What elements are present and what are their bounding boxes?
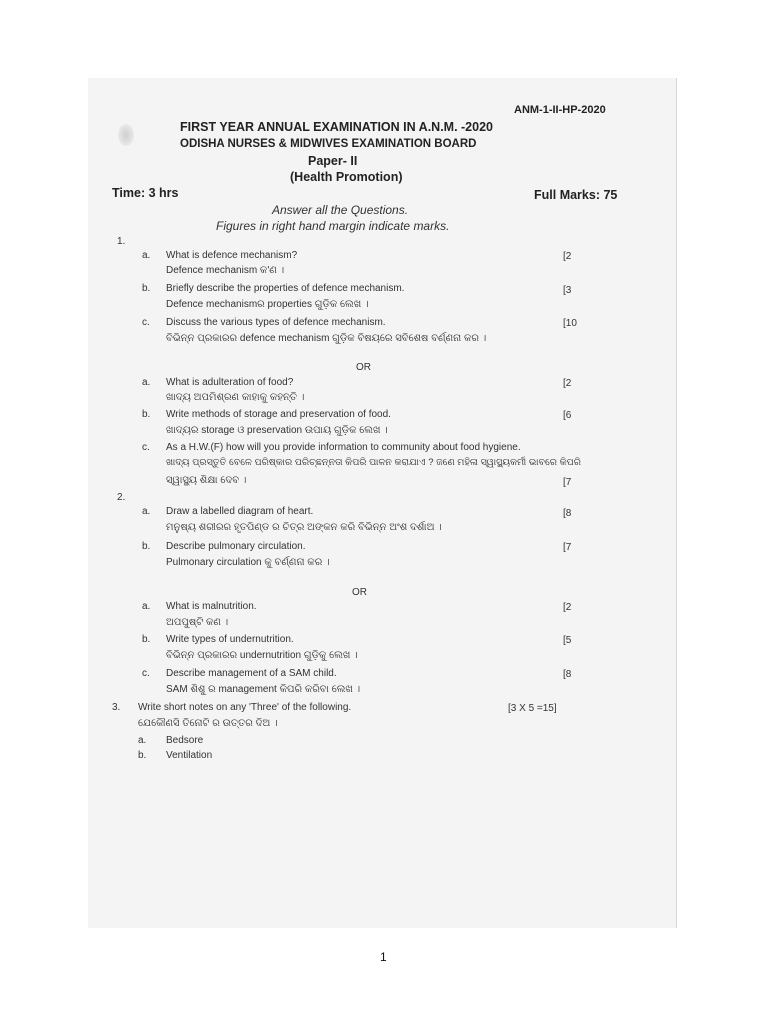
q1c-text: Discuss the various types of defence mechanism.: [166, 317, 386, 328]
q2-alt-b-marks: [5: [563, 635, 572, 646]
q2a-marks: [8: [563, 508, 572, 519]
q1-alt-b-odia: ଖାଦ୍ୟର storage ଓ preservation ଉପାୟ ଗୁଡ଼ିକ ଲେଖ ।: [166, 425, 388, 436]
q1b-text: Briefly describe the properties of defence mechanism.: [166, 283, 405, 294]
q1b-label: b.: [142, 283, 151, 294]
q2b-label: b.: [142, 541, 151, 552]
q2-alt-c-marks: [8: [563, 669, 572, 680]
q2b-odia: Pulmonary circulation କୁ ବର୍ଣ୍ଣନା କର ।: [166, 557, 330, 568]
q2-alt-b-odia: ବିଭିନ୍ନ ପ୍ରକାରର undernutrition ଗୁଡ଼ିକୁ ଲେଖ ।: [166, 650, 358, 661]
full-marks: Full Marks: 75: [534, 188, 618, 202]
question-number-2: 2.: [117, 492, 126, 503]
q2a-label: a.: [142, 506, 151, 517]
exam-title: FIRST YEAR ANNUAL EXAMINATION IN A.N.M. -2020: [180, 120, 493, 134]
q2-alt-c-text: Describe management of a SAM child.: [166, 668, 337, 679]
q3b-ventilation: Ventilation: [166, 750, 213, 761]
q2b-text: Describe pulmonary circulation.: [166, 541, 306, 552]
q3a-bedsore: Bedsore: [166, 735, 204, 746]
q1-alt-a-marks: [2: [563, 378, 572, 389]
q2-alt-a-text: What is malnutrition.: [166, 601, 257, 612]
q1a-label: a.: [142, 250, 151, 261]
q3-odia: ଯେକୌଣସି ତିନୋଟି ର ଉତ୍ତର ଦିଅ ।: [138, 718, 278, 729]
q1-alt-a-label: a.: [142, 377, 151, 388]
q1-alt-b-marks: [6: [563, 410, 572, 421]
q2-alt-b-text: Write types of undernutrition.: [166, 634, 294, 645]
q3a-label: a.: [138, 735, 147, 746]
q1a-text: What is defence mechanism?: [166, 250, 298, 261]
q1-alt-c-marks: [7: [563, 477, 572, 488]
q1b-odia: Defence mechanismର properties ଗୁଡ଼ିକ ଲେଖ ।: [166, 299, 369, 310]
q2-alt-c-odia: SAM ଶିଶୁ ର management କିପରି କରିବା ଲେଖ ।: [166, 684, 361, 695]
q1a-marks: [2: [563, 251, 572, 262]
subject-name: (Health Promotion): [290, 170, 403, 184]
paper-code: ANM-1-II-HP-2020: [514, 104, 606, 116]
instruction-marks: Figures in right hand margin indicate marks.: [216, 219, 450, 233]
q2-alt-a-odia: ଅପପୁଷ୍ଟି କଣ ।: [166, 617, 229, 628]
q3-text: Write short notes on any 'Three' of the following.: [138, 702, 352, 713]
q1a-odia: Defence mechanism କ'ଣ ।: [166, 265, 285, 276]
exam-time: Time: 3 hrs: [112, 186, 179, 200]
q2b-marks: [7: [563, 542, 572, 553]
instruction-answer-all: Answer all the Questions.: [272, 203, 409, 217]
q2-alt-a-label: a.: [142, 601, 151, 612]
board-name: ODISHA NURSES & MIDWIVES EXAMINATION BOARD: [180, 138, 477, 150]
q1c-marks: [10: [563, 318, 577, 329]
q2a-text: Draw a labelled diagram of heart.: [166, 506, 314, 517]
q2-alt-a-marks: [2: [563, 602, 572, 613]
q2-alt-c-label: c.: [142, 668, 150, 679]
q1b-marks: [3: [563, 285, 572, 296]
q1-alt-b-label: b.: [142, 409, 151, 420]
page-number: 1: [380, 950, 387, 964]
paper-number: Paper- II: [308, 154, 358, 168]
q2a-odia: ମନୁଷ୍ୟ ଶରୀରର ହୃତପିଣ୍ଡ ର ଚିତ୍ର ଅଙ୍କନ କରି ବିଭିନ୍ନ ଅଂଶ ଦର୍ଶାଅ ।: [166, 522, 442, 533]
q2-or-divider: OR: [352, 587, 367, 598]
q1-alt-a-text: What is adulteration of food?: [166, 377, 294, 388]
stamp-smudge: [118, 124, 134, 146]
q2-alt-b-label: b.: [142, 634, 151, 645]
q3-marks: [3 X 5 =15]: [508, 703, 557, 714]
question-number-3: 3.: [112, 702, 121, 713]
q1-alt-a-odia: ଖାଦ୍ୟ ଅପମିଶ୍ରଣ କାହାକୁ କହନ୍ତି ।: [166, 392, 305, 403]
question-number-1: 1.: [117, 236, 126, 247]
q3b-label: b.: [138, 750, 147, 761]
q1-alt-b-text: Write methods of storage and preservation of food.: [166, 409, 391, 420]
q1-alt-c-odia-line2: ସ୍ୱାସ୍ଥ୍ୟ ଶିକ୍ଷା ଦେବ ।: [166, 475, 247, 486]
q1-alt-c-text: As a H.W.(F) how will you provide information to community about food hygiene.: [166, 442, 521, 453]
q1-alt-c-odia-line1: ଖାଦ୍ୟ ପ୍ରସ୍ତୁତି ବେଳେ ପରିଷ୍କାର ପରିଚ୍ଛନ୍ନତା କିପରି ପାଳନ କରାଯାଏ ? ଜଣେ ମହିଳା ସ୍ୱାସ୍ଥ୍ୟକର୍ମୀ ଭାବରେ କିପରି: [166, 457, 581, 468]
q1c-label: c.: [142, 317, 150, 328]
q1-or-divider: OR: [356, 362, 371, 373]
q1-alt-c-label: c.: [142, 442, 150, 453]
q1c-odia: ବିଭିନ୍ନ ପ୍ରକାରର defence mechanism ଗୁଡ଼ିକ ବିଷୟରେ ସବିଶେଷ ବର୍ଣ୍ଣନା କର ।: [166, 333, 487, 344]
